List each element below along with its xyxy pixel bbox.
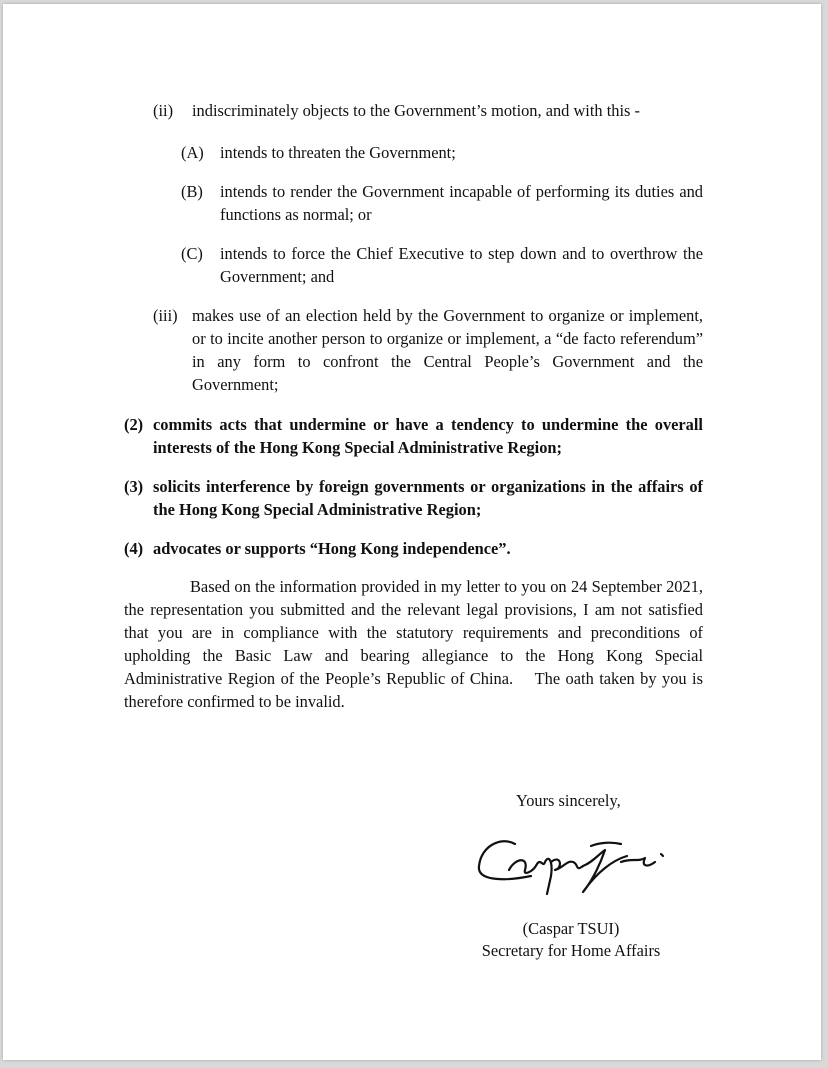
clause-text: intends to render the Government incapable of performing its duties and functions as normal; or <box>220 182 703 224</box>
signature-image <box>471 832 671 902</box>
clause-number: (B) <box>181 182 203 201</box>
clause-3 <box>124 475 703 521</box>
clause-4 <box>124 537 703 560</box>
clause-number: (4) <box>124 539 144 558</box>
clause-number: (A) <box>181 143 204 162</box>
body-paragraph: Based on the information provided in my letter to you on 24 September 2021, the representation you submitted and the relevant legal provisions, I am not satisfied that you are in compliance with the statutory requirements and preconditions of upholding the Basic Law and bearing allegiance to the Hong Kong Special Administrative Region of the People’s Republic of China. The oath taken by you is therefore confirmed to be invalid. <box>124 577 708 711</box>
clause-ii <box>153 99 713 122</box>
clause-number: (2) <box>124 415 144 434</box>
clause-C <box>181 242 703 288</box>
clause-text: advocates or supports “Hong Kong independence”. <box>153 539 511 558</box>
clause-2 <box>124 413 703 459</box>
clause-text: intends to threaten the Government; <box>220 143 456 162</box>
clause-number: (C) <box>181 244 203 263</box>
valediction: Yours sincerely, <box>516 791 621 810</box>
clause-text: solicits interference by foreign governments or organizations in the affairs of the Hong Kong Special Administrative Region; <box>153 477 703 519</box>
clause-number: (3) <box>124 477 144 496</box>
clause-A <box>181 141 703 164</box>
signer-name: (Caspar TSUI) <box>522 919 620 938</box>
clause-text: intends to force the Chief Executive to step down and to overthrow the Government; and <box>220 244 703 286</box>
clause-iii <box>153 304 703 396</box>
clause-text: makes use of an election held by the Government to organize or implement, or to incite another person to organize or implement, a “de facto referendum” in any form to confront the Central People’s Government and the Government; <box>192 306 703 394</box>
clause-text: commits acts that undermine or have a tendency to undermine the overall interests of the Hong Kong Special Administrative Region; <box>153 415 703 457</box>
letter-page <box>3 4 821 1060</box>
clause-B <box>181 180 703 226</box>
clause-text: indiscriminately objects to the Government’s motion, and with this - <box>192 101 640 120</box>
clause-number: (ii) <box>153 101 174 120</box>
clause-number: (iii) <box>153 306 178 325</box>
signer-title: Secretary for Home Affairs <box>481 941 661 960</box>
